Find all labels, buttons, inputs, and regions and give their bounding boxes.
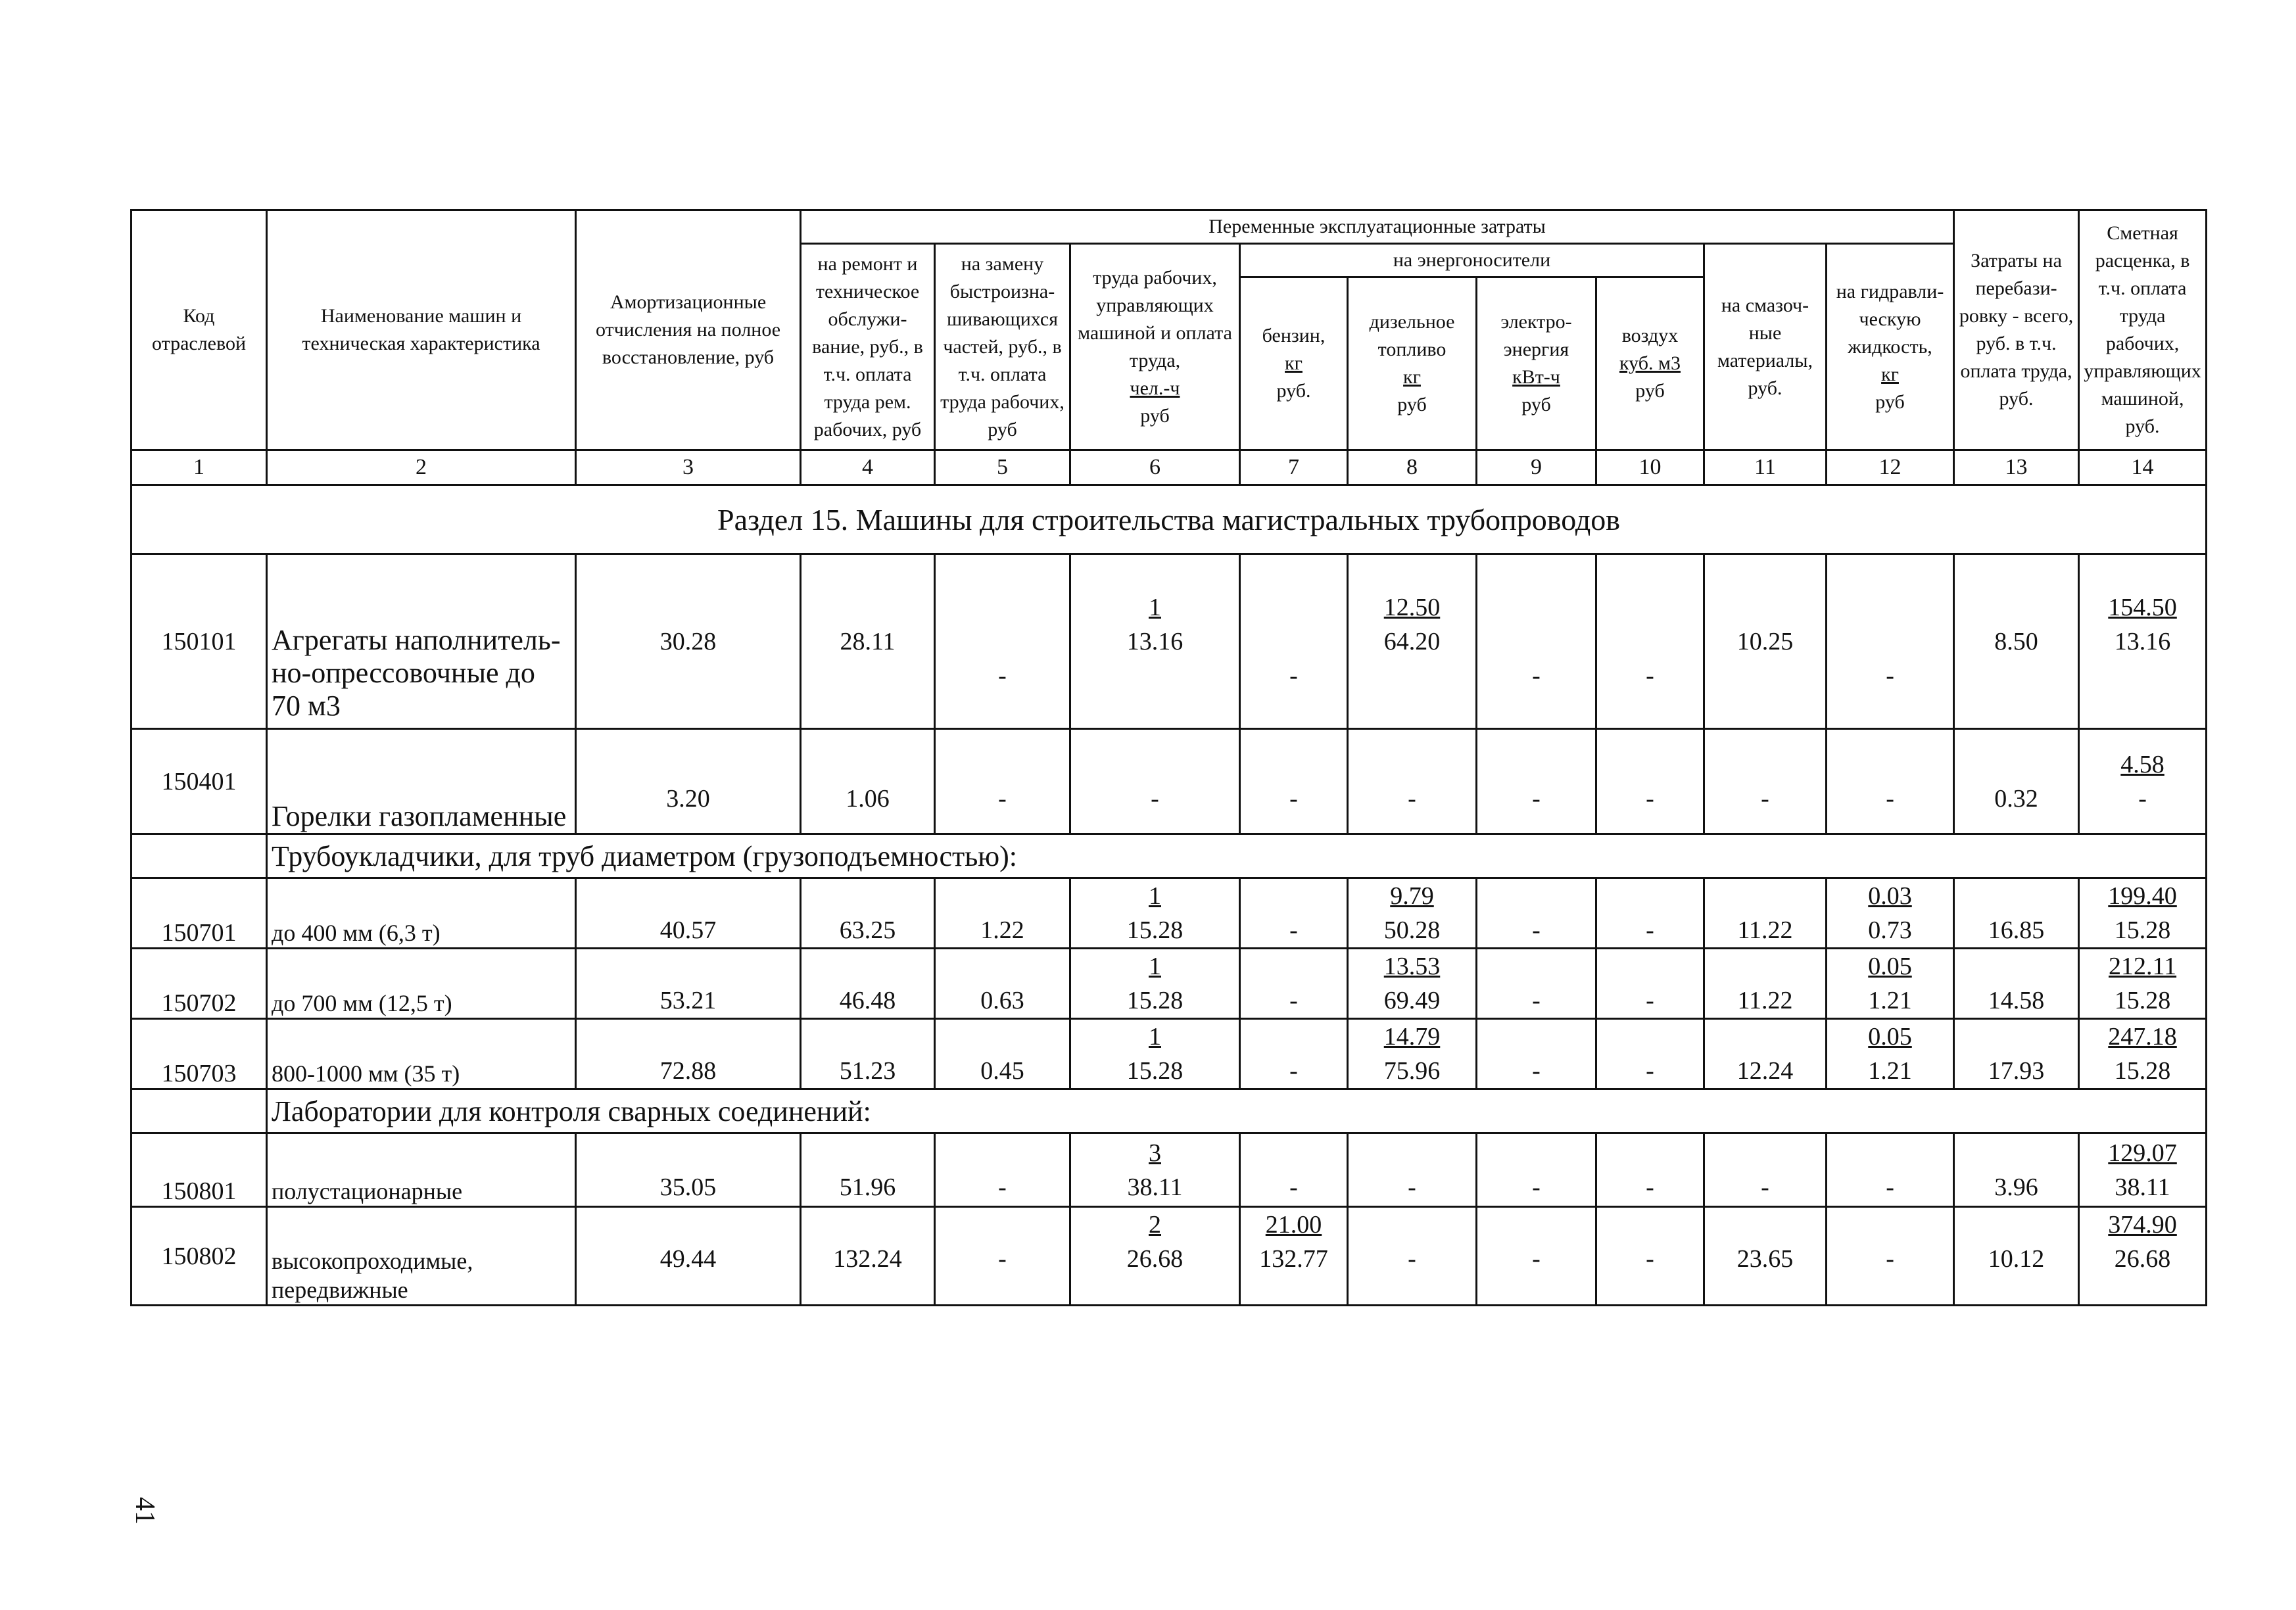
cell-hydraulic: - [1827, 729, 1954, 834]
cell-lubricants: 11.22 [1704, 949, 1827, 1019]
group-title: Лаборатории для контроля сварных соединений: [267, 1089, 2207, 1133]
row-name: до 700 мм (12,5 т) [267, 949, 576, 1019]
header-relocation: Затраты на перебази-ровку - всего, руб. в т.ч. оплата труда, руб. [1954, 210, 2079, 450]
cell-lubricants: - [1704, 729, 1827, 834]
col-number: 7 [1240, 450, 1348, 485]
cell-labor: 1 15.28 [1070, 878, 1240, 949]
group-row-pipelayers [132, 834, 2207, 878]
col-number: 8 [1348, 450, 1477, 485]
cell-electricity: - [1477, 1207, 1596, 1306]
table-row-150401 [132, 729, 2207, 834]
cell-air: - [1596, 878, 1704, 949]
cell-relocation: 8.50 [1954, 554, 2079, 729]
cell-estimate-rate: 129.07 38.11 [2079, 1133, 2207, 1207]
cell-diesel: 12.50 64.20 [1348, 554, 1477, 729]
cell-petrol: - [1240, 878, 1348, 949]
row-name: Агрегаты наполнитель-но-опрессовочные до 70 м3 [267, 554, 576, 729]
cell-amortization: 3.20 [576, 729, 801, 834]
header-hydraulic-text: на гидравли-ческую жидкость, [1836, 280, 1944, 358]
cell-replacement: - [935, 1207, 1070, 1306]
header-air-currency: руб [1635, 380, 1665, 402]
section-title: Раздел 15. Машины для строительства магистральных трубопроводов [132, 485, 2207, 554]
cell-amortization: 53.21 [576, 949, 801, 1019]
table-row-150101 [132, 554, 2207, 729]
cell-air: - [1596, 1133, 1704, 1207]
cell-electricity: - [1477, 949, 1596, 1019]
cell-diesel: - [1348, 729, 1477, 834]
header-labor [1070, 244, 1240, 450]
cell-diesel: 13.53 69.49 [1348, 949, 1477, 1019]
cell-repair: 51.23 [801, 1019, 935, 1089]
cell-relocation: 14.58 [1954, 949, 2079, 1019]
cell-hydraulic: - [1827, 1133, 1954, 1207]
header-petrol-currency: руб. [1276, 380, 1311, 402]
cell-replacement: - [935, 1133, 1070, 1207]
table-row-150801 [132, 1133, 2207, 1207]
header-hydraulic-currency: руб [1875, 391, 1905, 413]
header-energy: на энергоносители [1240, 244, 1704, 277]
cell-labor: - [1070, 729, 1240, 834]
header-estimate-rate: Сметная расценка, в т.ч. оплата труда рабочих, управляющих машиной, руб. [2079, 210, 2207, 450]
header-electricity [1477, 277, 1596, 450]
header-air-text: воздух [1621, 325, 1679, 346]
col-number: 13 [1954, 450, 2079, 485]
header-diesel-text: дизельное топливо [1369, 311, 1455, 360]
col-number: 6 [1070, 450, 1240, 485]
header-lubricants: на смазоч-ные материалы, руб. [1704, 244, 1827, 450]
cell-repair: 132.24 [801, 1207, 935, 1306]
cell-repair: 28.11 [801, 554, 935, 729]
cell-amortization: 35.05 [576, 1133, 801, 1207]
cell-electricity: - [1477, 1133, 1596, 1207]
header-replacement: на замену быстроизна-шивающихся частей, руб., в т.ч. оплата труда рабочих, руб [935, 244, 1070, 450]
cell-air: - [1596, 1019, 1704, 1089]
row-name: полустационарные [267, 1133, 576, 1207]
cell-estimate-rate: 247.18 15.28 [2079, 1019, 2207, 1089]
row-code: 150703 [132, 1019, 267, 1089]
machine-cost-table [130, 209, 2207, 1306]
empty-cell [132, 1089, 267, 1133]
header-diesel-unit: кг [1403, 366, 1421, 388]
table-row-150703 [132, 1019, 2207, 1089]
cell-electricity: - [1477, 729, 1596, 834]
header-code: Код отраслевой [132, 210, 267, 450]
cell-electricity: - [1477, 878, 1596, 949]
row-code: 150701 [132, 878, 267, 949]
col-number: 2 [267, 450, 576, 485]
cell-estimate-rate: 212.11 15.28 [2079, 949, 2207, 1019]
header-air-unit: куб. м3 [1619, 352, 1681, 374]
cell-amortization: 30.28 [576, 554, 801, 729]
cell-hydraulic: - [1827, 554, 1954, 729]
cell-diesel: 9.79 50.28 [1348, 878, 1477, 949]
cell-electricity: - [1477, 1019, 1596, 1089]
header-petrol [1240, 277, 1348, 450]
cell-hydraulic: 0.05 1.21 [1827, 949, 1954, 1019]
row-code: 150101 [132, 554, 267, 729]
header-diesel [1348, 277, 1477, 450]
col-number: 1 [132, 450, 267, 485]
header-hydraulic [1827, 244, 1954, 450]
cell-electricity: - [1477, 554, 1596, 729]
cell-diesel: - [1348, 1207, 1477, 1306]
table-row-150702 [132, 949, 2207, 1019]
cell-relocation: 10.12 [1954, 1207, 2079, 1306]
header-petrol-unit: кг [1285, 352, 1303, 374]
cell-lubricants: - [1704, 1133, 1827, 1207]
cell-petrol: - [1240, 554, 1348, 729]
row-name: 800-1000 мм (35 т) [267, 1019, 576, 1089]
header-air [1596, 277, 1704, 450]
cell-replacement: - [935, 554, 1070, 729]
header-diesel-currency: руб [1397, 394, 1427, 415]
cell-labor: 2 26.68 [1070, 1207, 1240, 1306]
cell-replacement: 1.22 [935, 878, 1070, 949]
row-name: высокопроходимые, передвижные [267, 1207, 576, 1306]
cell-lubricants: 23.65 [1704, 1207, 1827, 1306]
cell-diesel: 14.79 75.96 [1348, 1019, 1477, 1089]
cell-air: - [1596, 729, 1704, 834]
header-labor-currency: руб [1140, 404, 1170, 427]
row-code: 150702 [132, 949, 267, 1019]
cell-labor: 1 13.16 [1070, 554, 1240, 729]
cell-petrol: - [1240, 949, 1348, 1019]
empty-cell [132, 834, 267, 878]
col-number: 3 [576, 450, 801, 485]
cell-relocation: 0.32 [1954, 729, 2079, 834]
cell-diesel: - [1348, 1133, 1477, 1207]
cell-amortization: 49.44 [576, 1207, 801, 1306]
cell-hydraulic: - [1827, 1207, 1954, 1306]
group-row-labs [132, 1089, 2207, 1133]
header-hydraulic-unit: кг [1881, 363, 1899, 385]
row-code: 150401 [132, 729, 267, 834]
cell-air: - [1596, 554, 1704, 729]
cell-amortization: 40.57 [576, 878, 801, 949]
col-number: 11 [1704, 450, 1827, 485]
cell-repair: 1.06 [801, 729, 935, 834]
row-code: 150802 [132, 1207, 267, 1306]
header-labor-unit: чел.-ч [1130, 377, 1180, 399]
cell-estimate-rate: 4.58 - [2079, 729, 2207, 834]
cell-labor: 1 15.28 [1070, 1019, 1240, 1089]
cell-estimate-rate: 154.50 13.16 [2079, 554, 2207, 729]
header-petrol-text: бензин, [1262, 325, 1326, 346]
cell-petrol: - [1240, 1019, 1348, 1089]
cell-repair: 46.48 [801, 949, 935, 1019]
cell-labor: 1 15.28 [1070, 949, 1240, 1019]
col-number: 12 [1827, 450, 1954, 485]
col-number: 4 [801, 450, 935, 485]
col-number: 9 [1477, 450, 1596, 485]
header-labor-text: труда рабочих, управляющих машиной и оплата труда, [1078, 266, 1232, 371]
col-number: 10 [1596, 450, 1704, 485]
column-number-row [132, 450, 2207, 485]
page-number: 41 [130, 1497, 160, 1525]
cell-lubricants: 12.24 [1704, 1019, 1827, 1089]
col-number: 5 [935, 450, 1070, 485]
cell-amortization: 72.88 [576, 1019, 801, 1089]
header-electricity-unit: кВт-ч [1512, 366, 1560, 388]
cell-labor: 3 38.11 [1070, 1133, 1240, 1207]
header-amortization: Амортизационные отчисления на полное восстановление, руб [576, 210, 801, 450]
col-number: 14 [2079, 450, 2207, 485]
header-variable-costs: Переменные эксплуатационные затраты [801, 210, 1954, 244]
cell-estimate-rate: 199.40 15.28 [2079, 878, 2207, 949]
section-row [132, 485, 2207, 554]
table-row-150802 [132, 1207, 2207, 1306]
cell-relocation: 16.85 [1954, 878, 2079, 949]
header-electricity-text: электро-энергия [1500, 311, 1572, 360]
header-repair: на ремонт и техническое обслужи-вание, руб., в т.ч. оплата труда рем. рабочих, руб [801, 244, 935, 450]
cell-hydraulic: 0.05 1.21 [1827, 1019, 1954, 1089]
cell-petrol: 21.00 132.77 [1240, 1207, 1348, 1306]
cell-air: - [1596, 949, 1704, 1019]
cell-lubricants: 10.25 [1704, 554, 1827, 729]
cell-repair: 63.25 [801, 878, 935, 949]
cell-petrol: - [1240, 729, 1348, 834]
cell-air: - [1596, 1207, 1704, 1306]
table-row-150701 [132, 878, 2207, 949]
row-code: 150801 [132, 1133, 267, 1207]
cell-relocation: 3.96 [1954, 1133, 2079, 1207]
cell-repair: 51.96 [801, 1133, 935, 1207]
group-title: Трубоукладчики, для труб диаметром (грузоподъемностью): [267, 834, 2207, 878]
row-name: до 400 мм (6,3 т) [267, 878, 576, 949]
cell-replacement: - [935, 729, 1070, 834]
header-name: Наименование машин и техническая характеристика [267, 210, 576, 450]
cell-estimate-rate: 374.90 26.68 [2079, 1207, 2207, 1306]
cell-replacement: 0.45 [935, 1019, 1070, 1089]
header-electricity-currency: руб [1521, 394, 1551, 415]
cell-lubricants: 11.22 [1704, 878, 1827, 949]
cell-relocation: 17.93 [1954, 1019, 2079, 1089]
cell-petrol: - [1240, 1133, 1348, 1207]
cell-replacement: 0.63 [935, 949, 1070, 1019]
row-name: Горелки газопламенные [267, 729, 576, 834]
cell-hydraulic: 0.03 0.73 [1827, 878, 1954, 949]
header-row-1 [132, 210, 2207, 244]
